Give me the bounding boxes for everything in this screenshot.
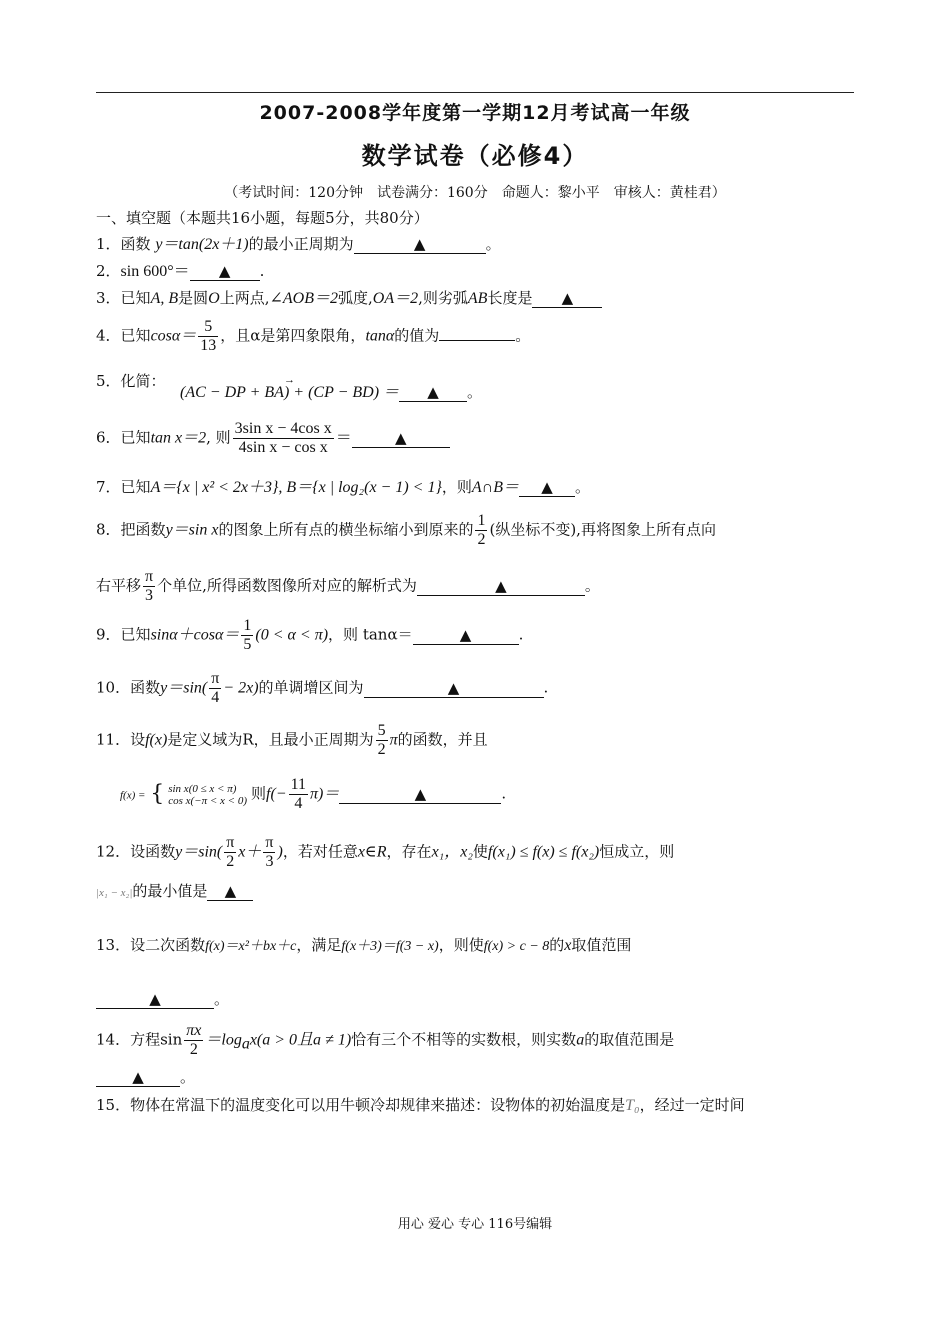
answer-blank: ▲ [532,289,602,308]
answer-blank: ▲ [190,262,260,281]
piecewise: sin x(0 ≤ x < π) cos x(−π < x < 0) [168,782,248,807]
fraction: $\frac{\pi}{3}$ [145,568,154,604]
question-10: 10．函数y＝sin( $\frac{\pi}{4}$ − 2x)的单调增区间为 ▲ . [96,670,549,706]
answer-blank: ▲ [399,383,467,402]
exam-subtitle: 数学试卷（必修4） [361,142,589,170]
fraction: $\frac{\pi}{3}$ [265,834,274,870]
fraction: $\frac{\pi}{4}$ [211,670,220,706]
answer-blank: ▲ [417,577,585,596]
question-8-cont: 右平移 $\frac{\pi}{3}$ 个单位,所得函数图像所对应的解析式为 ▲ 。 [96,568,600,604]
question-7: 7．已知A＝{x | x² < 2x＋3}, B＝{x | log₂(x − 1) < 1}，则A∩B＝ ▲ 。 [96,478,591,496]
answer-blank: ▲ [96,990,214,1009]
answer-blank: ▲ [519,478,575,497]
question-11: 11．设f(x)是定义域为R，且最小正周期为 $\frac{5}{2}$ π的函数，并且 [96,722,488,758]
answer-blank [439,322,515,341]
fraction: $\frac{\pi x}{2}$ [186,1022,202,1058]
fraction: $\frac{\text{3sin x − 4cos x}}{\text{4sin x − cos x}}$ [234,420,332,456]
answer-blank: ▲ [364,679,544,698]
question-11-cont: f(x) = { sin x(0 ≤ x < π) cos x(−π < x < 0) 则f(− $\frac{11}{4}$ π)＝ ▲ . [120,776,507,812]
fraction: $\frac{5}{2}$ [377,722,386,758]
answer-blank: ▲ [413,626,519,645]
question-15: 15．物体在常温下的温度变化可以用牛顿冷却规律来描述：设物体的初始温度是T₀，经过一定时间 [96,1096,745,1114]
question-5: 5．化简： [96,372,166,390]
fraction: $\frac{11}{4}$ [290,776,307,812]
question-6: 6．已知tan x＝2, 则 $\frac{\text{3sin x − 4cos x}}{\text{4sin x − cos x}}$ ＝ ▲ [96,420,450,457]
question-13: 13．设二次函数f(x)＝x²＋bx＋c，满足f(x＋3)＝f(3 − x)，则使f(x) > c − 8的x取值范围 [96,936,632,954]
exam-meta: （考试时间：120分钟 试卷满分：160分 命题人：黎小平 审核人：黄桂君） [224,185,726,201]
question-5-expression: → (AC − DP + BA) + (CP − BD) ＝ ▲ 。 [180,381,482,404]
question-9: 9．已知sinα＋cosα＝ $\frac{1}{5}$ (0 < α < π)，则 tanα＝ ▲ . [96,617,524,653]
question-14: 14．方程sin $\frac{\pi x}{2}$ $=\log_ax(a > 0$且a ≠ 1)恰有三个不相等的实数根，则实数a的取值范围是 [96,1022,675,1058]
question-3: 3．已知A, B是圆O上两点,∠AOB＝2弧度,OA＝2,则劣弧AB长度是 ▲ [96,287,602,310]
fraction: $\frac{\pi}{2}$ [226,834,235,870]
header-rule [96,92,854,93]
question-13-cont: ▲ 。 [96,988,229,1010]
section-heading: 一、填空题（本题共16小题，每题5分，共80分） [96,209,429,227]
answer-blank: ▲ [207,882,253,901]
fraction: $\frac{5}{13}$ [200,318,217,354]
answer-blank: ▲ [96,1068,180,1087]
question-4: 4．已知cosα＝ $\frac{5}{13}$ ，且α是第四象限角，tanα的值为 。 [96,318,531,354]
question-2: 2．sin 600°＝ ▲ . [96,262,265,280]
question-14-cont: ▲ 。 [96,1066,195,1088]
question-8: 8．把函数y＝sin x的图象上所有点的横坐标缩小到原来的 $\frac{1}{2}$ (纵坐标不变),再将图象上所有点向 [96,512,716,548]
fraction: $\frac{1}{5}$ [243,617,252,653]
exam-title: 2007-2008学年度第一学期12月考试高一年级 [259,102,691,124]
question-12-cont: |x₁ − x₂|的最小值是 ▲ [96,880,253,904]
answer-blank: ▲ [354,235,486,254]
page-footer: 用心 爱心 专心 116号编辑 [397,1217,553,1232]
answer-blank: ▲ [339,785,501,804]
fraction: $\frac{1}{2}$ [477,512,486,548]
answer-blank: ▲ [352,429,450,448]
question-12: 12．设函数y＝sin( $\frac{\pi}{2}$ x＋ $\frac{\pi}{3}$ )，若对任意x∈R，存在x₁，x₂使f(x₁) ≤ f(x) ≤ f(x₂)恒成立，则 [96,834,675,870]
question-1: 1．函数 y＝tan(2x＋1)的最小正周期为 ▲ 。 [96,235,501,253]
